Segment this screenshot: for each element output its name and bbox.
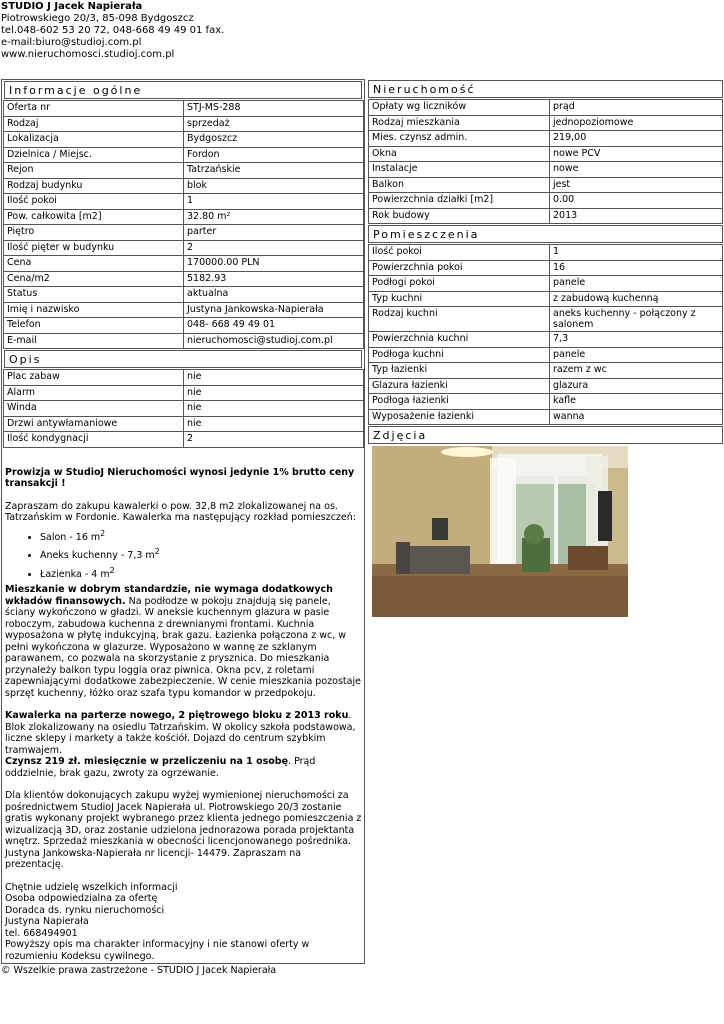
row-value: glazura bbox=[550, 378, 723, 394]
table-row bbox=[4, 271, 364, 287]
table-row bbox=[369, 409, 723, 425]
row-value: nie bbox=[184, 385, 364, 401]
rooms-table bbox=[368, 244, 723, 425]
row-label: Rodzaj bbox=[4, 116, 184, 132]
row-label: Instalacje bbox=[369, 162, 550, 178]
row-label: Oferta nr bbox=[4, 101, 184, 117]
row-value: 170000.00 PLN bbox=[184, 256, 364, 272]
contact-paragraph: Chętnie udzielę wszelkich informacji Osoba odpowiedzialna za ofertę Doradca ds. rynku nieruchomości Justyna Napierała tel. 668494901 Powyższy opis ma charakter informacyjny i nie stanowi oferty w rozumieniu Kodeksu cywilnego. bbox=[5, 881, 310, 962]
table-row bbox=[4, 287, 364, 303]
row-value: z zabudową kuchenną bbox=[550, 291, 723, 307]
table-row bbox=[4, 147, 364, 163]
row-label: Ilość pięter w budynku bbox=[4, 240, 184, 256]
row-label: Glazura łazienki bbox=[369, 378, 550, 394]
row-value: 2 bbox=[184, 240, 364, 256]
right-column bbox=[368, 79, 723, 617]
table-row bbox=[4, 194, 364, 210]
row-value: nowe PCV bbox=[550, 146, 723, 162]
table-row bbox=[369, 260, 723, 276]
table-row bbox=[4, 401, 364, 417]
table-row bbox=[369, 378, 723, 394]
table-row bbox=[4, 163, 364, 179]
row-label: Drzwi antywłamaniowe bbox=[4, 416, 184, 432]
row-label: Imię i nazwisko bbox=[4, 302, 184, 318]
table-row bbox=[369, 115, 723, 131]
table-row bbox=[4, 370, 364, 386]
table-row bbox=[4, 101, 364, 117]
table-row bbox=[4, 333, 364, 349]
opis-table bbox=[3, 369, 364, 448]
row-label: Ilość pokoi bbox=[4, 194, 184, 210]
table-row bbox=[369, 131, 723, 147]
row-label: Rodzaj kuchni bbox=[369, 307, 550, 332]
rent-paragraph: Czynsz 219 zł. miesięcznie w przeliczeniu na 1 osobę. Prąd oddzielnie, brak gazu, zwroty za ogrzewanie. bbox=[5, 756, 316, 779]
table-row bbox=[4, 432, 364, 448]
row-label: Plac zabaw bbox=[4, 370, 184, 386]
row-label: Cena/m2 bbox=[4, 271, 184, 287]
agency-address: Piotrowskiego 20/3, 85-098 Bydgoszcz bbox=[1, 13, 194, 24]
row-label: Typ kuchni bbox=[369, 291, 550, 307]
row-label: Podłoga łazienki bbox=[369, 394, 550, 410]
agency-email: e-mail:biuro@studioj.com.pl bbox=[1, 37, 142, 48]
row-label: Wyposażenie łazienki bbox=[369, 409, 550, 425]
table-row bbox=[369, 146, 723, 162]
row-label: Mies. czynsz admin. bbox=[369, 131, 550, 147]
property-heading: Nieruchomość bbox=[368, 80, 723, 98]
row-value: nie bbox=[184, 370, 364, 386]
table-row bbox=[369, 245, 723, 261]
row-value: 1 bbox=[184, 194, 364, 210]
row-label: Telefon bbox=[4, 318, 184, 334]
row-value: 048- 668 49 49 01 bbox=[184, 318, 364, 334]
copyright-footer: © Wszelkie prawa zastrzeżone - STUDIO J Jacek Napierała bbox=[1, 965, 277, 976]
row-value: jest bbox=[550, 177, 723, 193]
row-value: panele bbox=[550, 276, 723, 292]
row-value: wanna bbox=[550, 409, 723, 425]
intro-paragraph: Zapraszam do zakupu kawalerki o pow. 32,8 m2 zlokalizowanej na os. Tatrzańskim w Fordonie. Kawalerka ma następujący rozkład pomieszczeń: bbox=[5, 500, 356, 523]
row-value: Justyna Jankowska-Napierała bbox=[184, 302, 364, 318]
agency-phone: tel.048-602 53 20 72, 048-668 49 49 01 fax. bbox=[1, 25, 225, 36]
photos-heading: Zdjęcia bbox=[368, 426, 723, 444]
commission-note: Prowizja w StudioJ Nieruchomości wynosi jedynie 1% brutto ceny transakcji ! bbox=[5, 466, 355, 489]
row-label: Cena bbox=[4, 256, 184, 272]
list-item: • Salon - 16 $m^2$ bbox=[40, 528, 362, 544]
apartment-photo[interactable] bbox=[372, 446, 628, 617]
list-item: • Aneks kuchenny - 7,3 $m^2$ bbox=[40, 546, 362, 562]
row-label: E-mail bbox=[4, 333, 184, 349]
table-row bbox=[369, 177, 723, 193]
row-label: Rok budowy bbox=[369, 208, 550, 224]
table-row bbox=[369, 193, 723, 209]
row-label: Typ łazienki bbox=[369, 363, 550, 379]
property-table bbox=[368, 99, 723, 224]
table-row bbox=[369, 307, 723, 332]
table-row bbox=[369, 100, 723, 116]
table-row bbox=[369, 162, 723, 178]
row-label: Alarm bbox=[4, 385, 184, 401]
row-label: Rodzaj budynku bbox=[4, 178, 184, 194]
table-row bbox=[4, 116, 364, 132]
row-label: Winda bbox=[4, 401, 184, 417]
row-value: 1 bbox=[550, 245, 723, 261]
table-row bbox=[369, 291, 723, 307]
row-value: kafle bbox=[550, 394, 723, 410]
agency-website: www.nieruchomosci.studioj.com.pl bbox=[1, 49, 175, 60]
opis-heading: Opis bbox=[4, 350, 362, 368]
left-column bbox=[1, 79, 365, 964]
row-label: Ilość kondygnacji bbox=[4, 432, 184, 448]
row-label: Opłaty wg liczników bbox=[369, 100, 550, 116]
general-info-table bbox=[3, 100, 364, 349]
row-value: aneks kuchenny - połączony z salonem bbox=[550, 307, 723, 332]
table-row bbox=[369, 332, 723, 348]
row-value: 5182.93 bbox=[184, 271, 364, 287]
row-value: 7,3 bbox=[550, 332, 723, 348]
row-value: 16 bbox=[550, 260, 723, 276]
room-list bbox=[40, 528, 362, 581]
agency-name: STUDIO J Jacek Napierała bbox=[1, 1, 143, 12]
table-row bbox=[369, 363, 723, 379]
row-value: 0.00 bbox=[550, 193, 723, 209]
row-value: aktualna bbox=[184, 287, 364, 303]
row-label: Podłoga kuchni bbox=[369, 347, 550, 363]
table-row bbox=[4, 318, 364, 334]
table-row bbox=[4, 385, 364, 401]
row-value: parter bbox=[184, 225, 364, 241]
row-label: Piętro bbox=[4, 225, 184, 241]
table-row bbox=[4, 416, 364, 432]
row-value: Tatrzańskie bbox=[184, 163, 364, 179]
table-row bbox=[369, 347, 723, 363]
row-label: Rejon bbox=[4, 163, 184, 179]
row-label: Podłogi pokoi bbox=[369, 276, 550, 292]
table-row bbox=[4, 209, 364, 225]
row-label: Powierzchnia kuchni bbox=[369, 332, 550, 348]
row-label: Powierzchnia działki [m2] bbox=[369, 193, 550, 209]
row-value: 219,00 bbox=[550, 131, 723, 147]
row-value: 32.80 m² bbox=[184, 209, 364, 225]
row-label: Ilość pokoi bbox=[369, 245, 550, 261]
rooms-heading: Pomieszczenia bbox=[368, 225, 723, 243]
offer-description bbox=[2, 467, 364, 963]
table-row bbox=[4, 302, 364, 318]
general-info-heading: Informacje ogólne bbox=[4, 81, 362, 99]
table-row bbox=[4, 178, 364, 194]
row-label: Status bbox=[4, 287, 184, 303]
agency-header bbox=[1, 1, 401, 61]
row-label: Balkon bbox=[369, 177, 550, 193]
row-value: nieruchomosci@studioj.com.pl bbox=[184, 333, 364, 349]
row-value: Fordon bbox=[184, 147, 364, 163]
standard-paragraph: Mieszkanie w dobrym standardzie, nie wymaga dodatkowych wkładów finansowych. Na podłodze w pokoju znajdują się panele, ściany wykończono w gładzi. W aneksie kuchennym glazura w pasie roboczym, zabudowa kuchenna z drewnianymi frontami. Kuchnia wyposażona w płytę indukcyjną, brak gazu. Łazienka połączona z wc, w pełni wykończona w glazurze. Wyposażono w wannę ze szklanym parawanem, co pozwala na skorzystanie z prysznica. Do mieszkania przynależy balkon typu loggia oraz piwnica. Okna pcv, z roletami zapewniającymi dodatkowe zabezpieczenie. W cenie mieszkania pozostaje sprzęt kuchenny, łóżko oraz szafa typu komandor w przedpokoju. bbox=[5, 584, 361, 699]
row-label: Powierzchnia pokoi bbox=[369, 260, 550, 276]
row-value: razem z wc bbox=[550, 363, 723, 379]
row-value: sprzedaż bbox=[184, 116, 364, 132]
table-row bbox=[4, 240, 364, 256]
row-value: prąd bbox=[550, 100, 723, 116]
row-value: nie bbox=[184, 401, 364, 417]
list-item: • Łazienka - 4 $m^2$ bbox=[40, 565, 362, 581]
room-photo-image bbox=[372, 446, 628, 617]
table-row bbox=[369, 394, 723, 410]
row-value: Bydgoszcz bbox=[184, 132, 364, 148]
row-label: Lokalizacja bbox=[4, 132, 184, 148]
table-row bbox=[369, 276, 723, 292]
row-label: Pow. całkowita [m2] bbox=[4, 209, 184, 225]
row-label: Okna bbox=[369, 146, 550, 162]
table-row bbox=[369, 208, 723, 224]
row-value: nie bbox=[184, 416, 364, 432]
table-row bbox=[4, 132, 364, 148]
row-value: nowe bbox=[550, 162, 723, 178]
row-value: 2013 bbox=[550, 208, 723, 224]
table-row bbox=[4, 225, 364, 241]
row-value: 2 bbox=[184, 432, 364, 448]
row-value: panele bbox=[550, 347, 723, 363]
row-value: jednopoziomowe bbox=[550, 115, 723, 131]
row-label: Rodzaj mieszkania bbox=[369, 115, 550, 131]
row-label: Dzielnica / Miejsc. bbox=[4, 147, 184, 163]
row-value: STJ-MS-288 bbox=[184, 101, 364, 117]
building-paragraph: Kawalerka na parterze nowego, 2 piętrowego bloku z 2013 roku. Blok zlokalizowany na osiedlu Tatrzańskim. W okolicy szkoła podstawowa, liczne sklepy i markety a także kościół. Dojazd do centrum szybkim tramwajem. bbox=[5, 710, 356, 756]
row-value: blok bbox=[184, 178, 364, 194]
bonus-paragraph: Dla klientów dokonujących zakupu wyżej wymienionej nieruchomości za pośrednictwem StudioJ Jacek Napierała ul. Piotrowskiego 20/3 zostanie gratis wykonany projekt wybranego przez klienta jednego pomieszczenia z wizualizacją 3D, oraz zostanie udzielona jednorazowa porada projektanta wnętrz. Sprzedaż mieszkania w obecności licencjonowanego pośrednika. Justyna Jankowska-Napierała nr licencji- 14479. Zapraszam na prezentację. bbox=[5, 790, 362, 871]
table-row bbox=[4, 256, 364, 272]
